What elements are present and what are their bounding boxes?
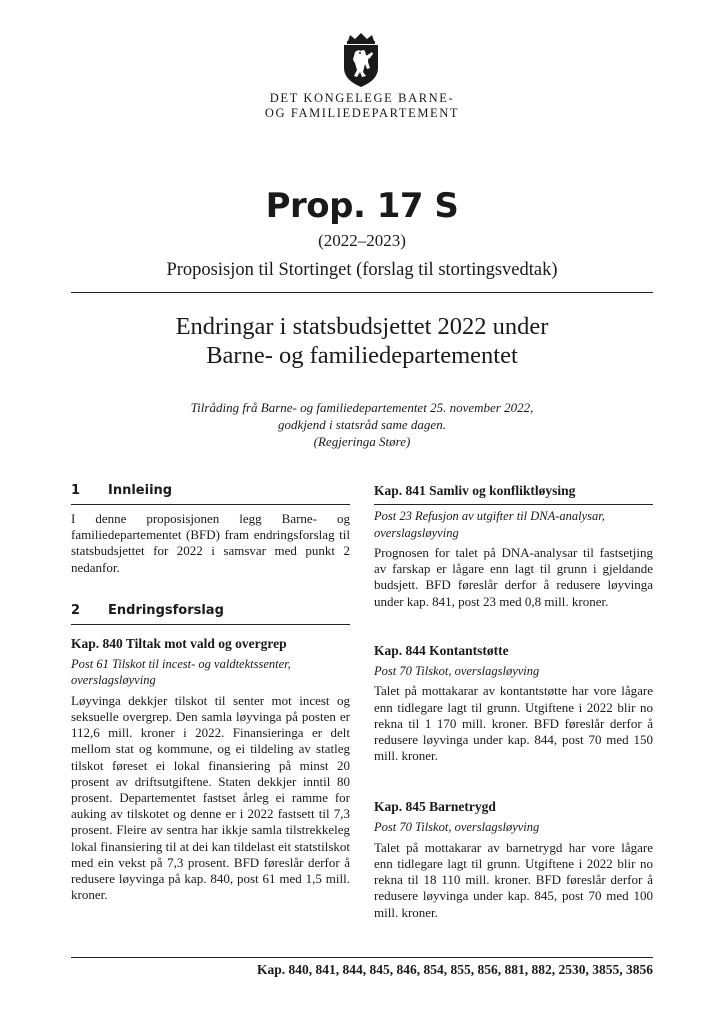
chapter-840-heading: Kap. 840 Tiltak mot vald og overgrep (71, 635, 287, 651)
recommendation-note (0, 399, 724, 450)
recommendation-line2: godkjend i statsråd same dagen. (278, 417, 446, 432)
section-title: Endringsforslag (108, 602, 224, 618)
chapter-840-post: Post 61 Tilskot til incest- og valdtektssenter, overslagsløyving (71, 656, 291, 688)
chapter-list-footer: Kap. 840, 841, 844, 845, 846, 854, 855, 856, 881, 882, 2530, 3855, 3856 (256, 962, 653, 977)
divider-bottom (71, 957, 653, 958)
document-title-line1: Endringar i statsbudsjettet 2022 under (175, 313, 549, 340)
chapter-845-heading: Kap. 845 Barnetrygd (374, 799, 496, 815)
chapter-845-body: Talet på mottakarar av barnetrygd har vore lågare enn tidlegare lagt til grunn. Utgiftene i 2022 blir no rekna til 18 110 mill. kroner. BFD føreslår derfor å redusere løyvinga under kap. 845, post 70 med 100 mill. kroner. (374, 839, 653, 920)
chapter-844-heading: Kap. 844 Kontantstøtte (374, 642, 509, 658)
chapter-840-body: Løyvinga dekkjer tilskot til senter mot incest og seksuelle overgrep. Den samla løyvinga på posten er 112,6 mill. kroner i 2022. Finansieringa er delt mellom stat og kommune, og ei tildeling av statleg tilskot føreset ei lokal finansiering på minst 20 prosent av driftsutgiftene. Staten dekkjer inntil 80 prosent. Departementet fastset årleg ei ramme for auking av tilskotet og denne er i 2022 fastsett til 7,3 prosent. Fleire av sentra har ikkje samla tilstrekkeleg lokal finansiering til at dei kan tildelast eit statstilskot med ein vekst på 7,3 prosent. BFD føreslår derfor å redusere løyvinga på kap. 840, post 61 med 1,5 mill. kroner. (71, 692, 350, 903)
proposition-type: Proposisjon til Stortinget (forslag til stortingsvedtak) (166, 260, 558, 280)
document-title (0, 312, 724, 370)
document-title-line2: Barne- og familiedepartementet (206, 342, 518, 369)
recommendation-line3: (Regjeringa Støre) (313, 434, 411, 449)
right-column (374, 480, 653, 921)
chapter-844-post: Post 70 Tilskot, overslagsløyving (374, 663, 540, 678)
section-heading-1 (71, 480, 350, 505)
chapter-841-post: Post 23 Refusjon av utgifter til DNA-analysar, overslagsløyving (374, 509, 605, 540)
department-name-line2: OG FAMILIEDEPARTEMENT (264, 106, 460, 120)
divider-top (71, 292, 653, 293)
section-title: Innleiing (108, 483, 173, 498)
proposition-number: Prop. 17 S (265, 186, 459, 226)
chapter-841-heading: Kap. 841 Samliv og konfliktløysing (374, 480, 653, 505)
section-number: 1 (71, 483, 81, 498)
recommendation-line1: Tilråding frå Barne- og familiedepartementet 25. november 2022, (190, 400, 534, 415)
left-column (71, 480, 350, 903)
section-number: 2 (71, 602, 81, 618)
section-heading-2 (71, 600, 350, 625)
chapter-845-post: Post 70 Tilskot, overslagsløyving (374, 820, 540, 835)
chapter-844-body: Talet på mottakarar av kontantstøtte har vore lågare enn tidlegare lagt til grunn. Utgiftene i 2022 blir no rekna til 1 170 mill. kroner. BFD føreslår derfor å redusere løyvinga under kap. 844, post 70 med 150 mill. kroner. (374, 683, 653, 764)
session-years: (2022–2023) (318, 231, 406, 250)
section-1-body: I denne proposisjonen legg Barne- og familiedepartementet (BFD) fram endringsforslag til statsbudsjettet for 2022 i samsvar med punkt 2 nedanfor. (71, 511, 350, 575)
chapter-841-body: Prognosen for talet på DNA-analysar til fastsetjing av farskap er lågare enn lagt til grunn i gjeldande budsjett. BFD føreslår derfor å redusere løyvinga under kap. 841, post 23 med 0,8 mill. kroner. (374, 545, 653, 609)
department-name-line1: DET KONGELEGE BARNE- (269, 91, 455, 105)
coat-of-arms-icon (336, 32, 386, 88)
